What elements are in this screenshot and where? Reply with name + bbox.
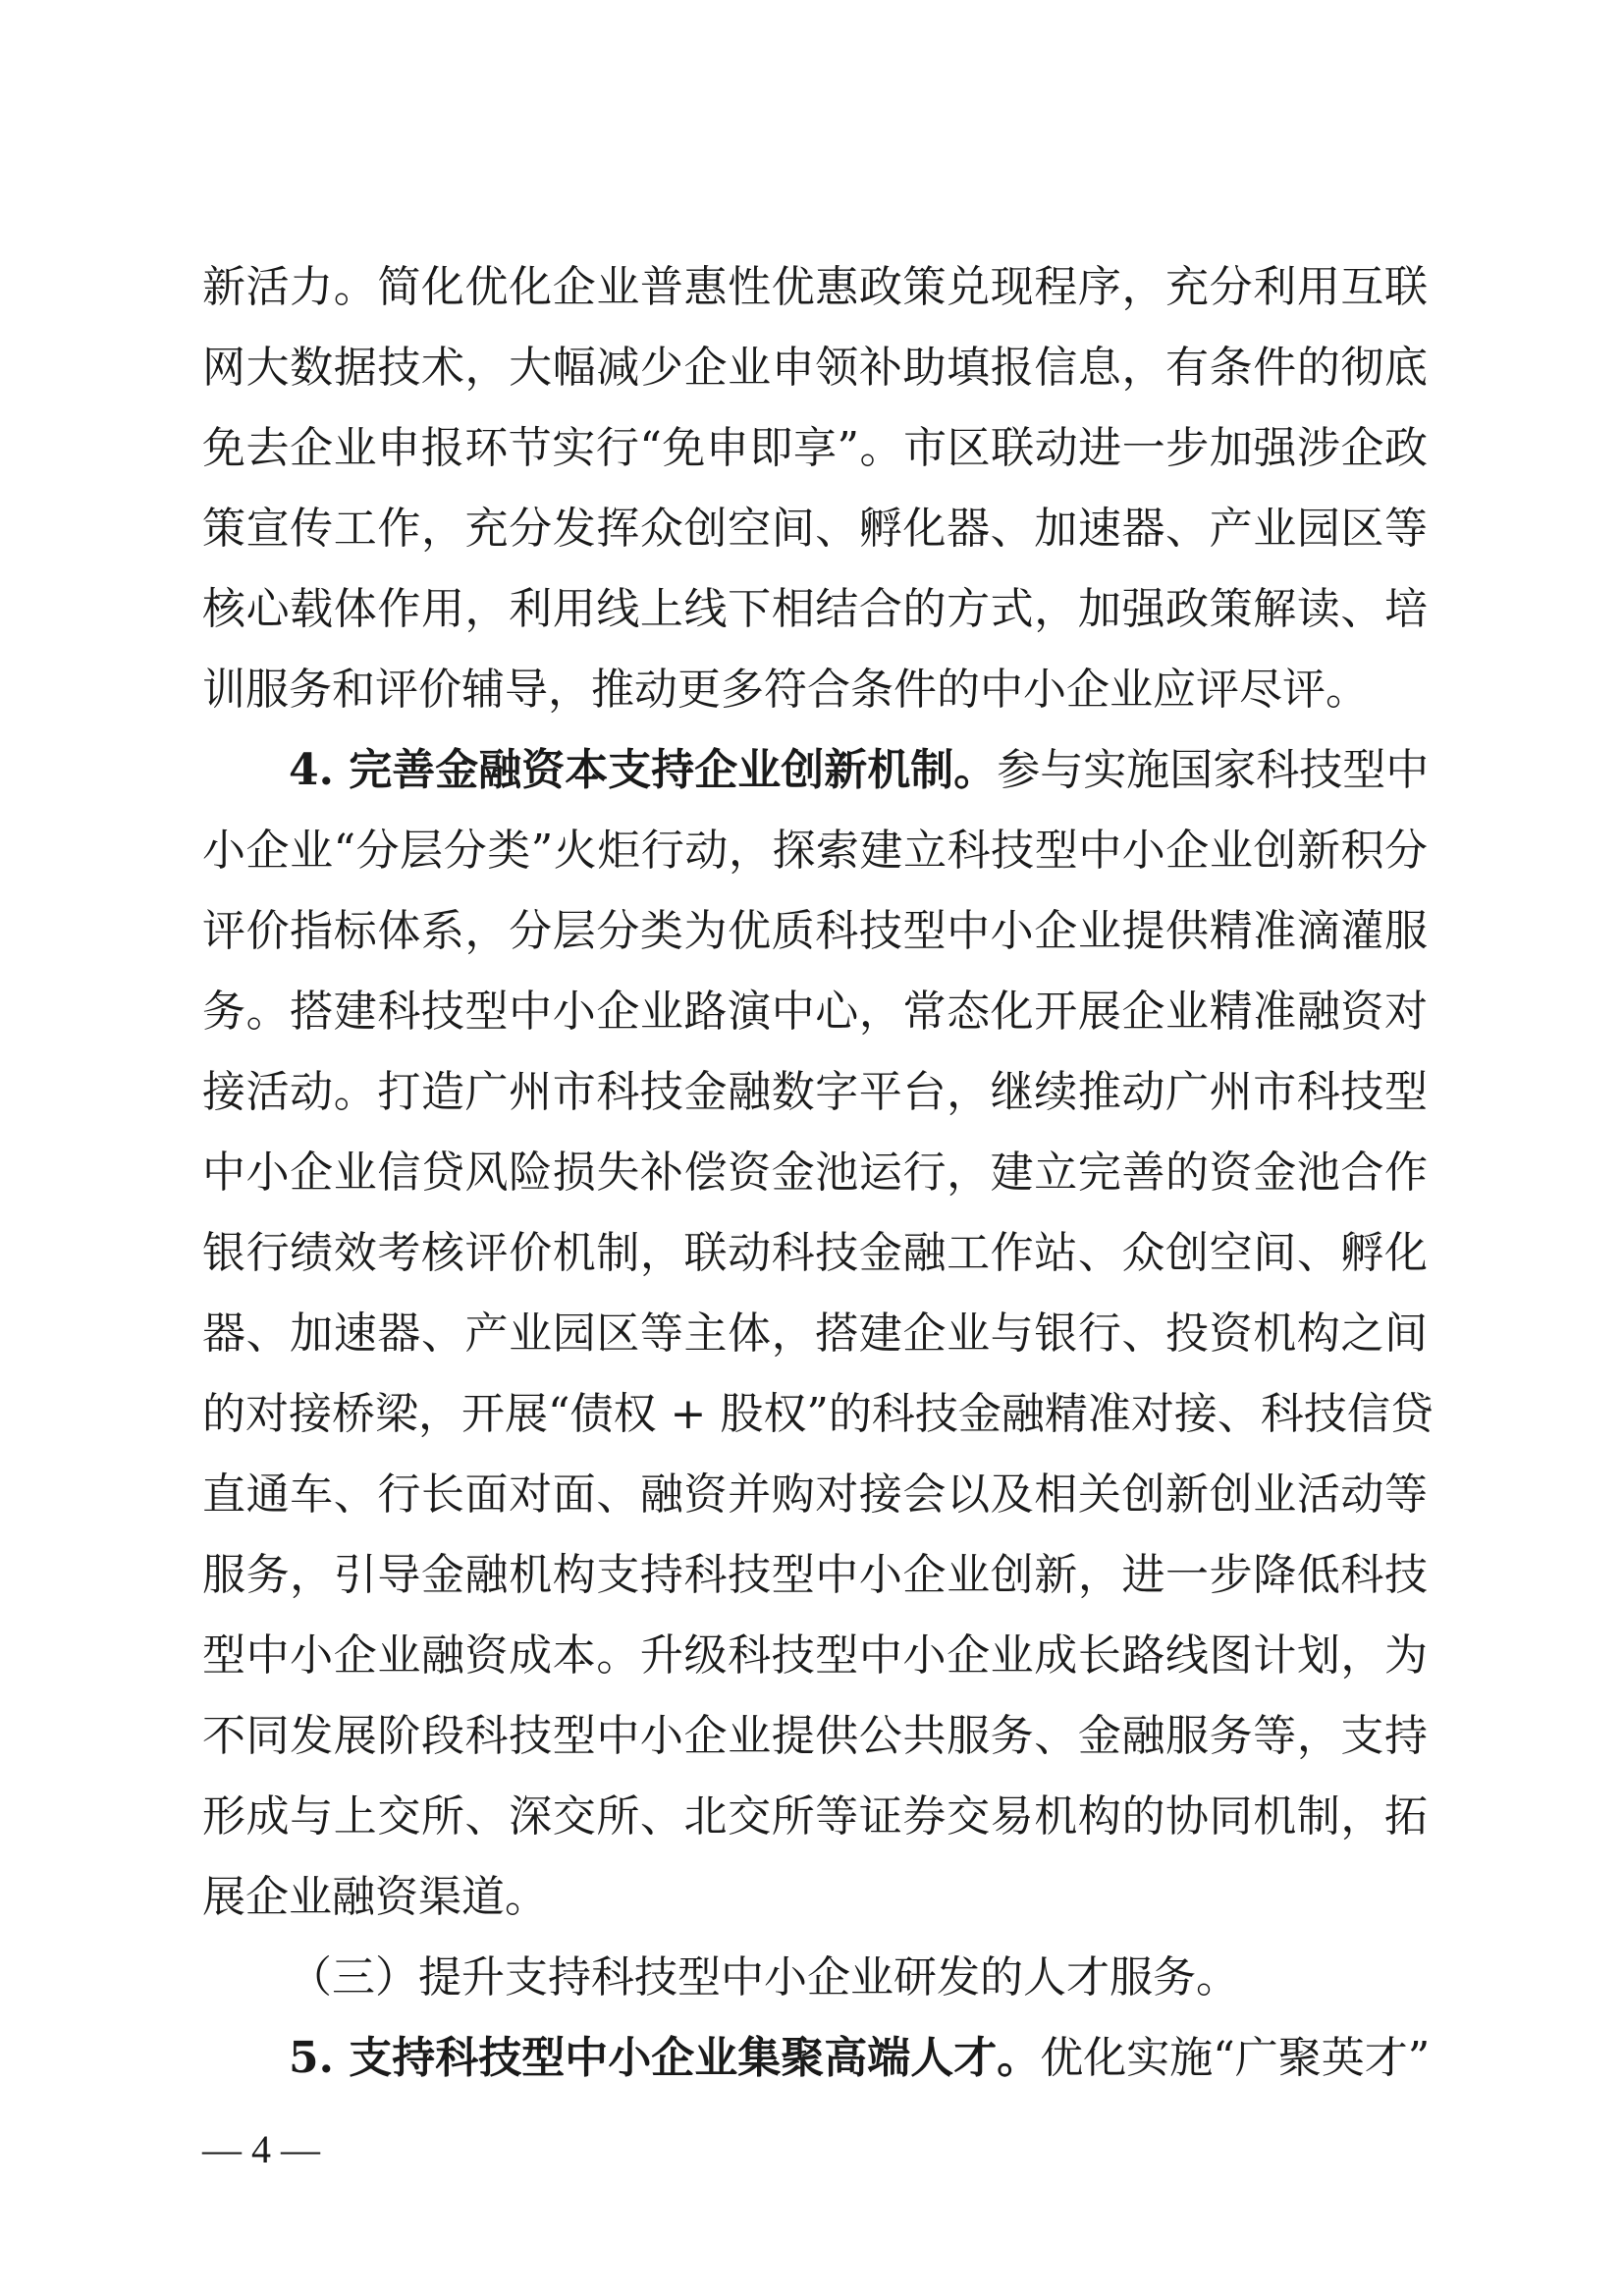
paragraph-line: 直通车、行长面对面、融资并购对接会以及相关创新创业活动等 (202, 1469, 1428, 1520)
paragraph-line: 接活动。打造广州市科技金融数字平台，继续推动广州市科技型 (202, 1067, 1428, 1117)
paragraph-line: 评价指标体系，分层分类为优质科技型中小企业提供精准滴灌服 (202, 906, 1428, 956)
item-heading: 5. 支持科技型中小企业集聚高端人才。 (289, 2033, 1041, 2083)
paragraph-line: 中小企业信贷风险损失补偿资金池运行，建立完善的资金池合作 (202, 1148, 1428, 1198)
paragraph-line: 型中小企业融资成本。升级科技型中小企业成长路线图计划，为 (202, 1630, 1428, 1681)
page-number: — 4 — (202, 2127, 320, 2171)
paragraph-text: 优化实施“广聚英才” (1040, 2033, 1431, 2083)
paragraph-line: 银行绩效考核评价机制，联动科技金融工作站、众创空间、孵化 (202, 1228, 1428, 1278)
paragraph-line: 务。搭建科技型中小企业路演中心，常态化开展企业精准融资对 (202, 987, 1428, 1037)
paragraph-first-line (202, 2018, 1431, 2099)
paragraph-line: 展企业融资渠道。 (202, 1872, 548, 1922)
paragraph-line: 器、加速器、产业园区等主体，搭建企业与银行、投资机构之间 (202, 1308, 1428, 1359)
paragraph-line: 新活力。简化优化企业普惠性优惠政策兑现程序，充分利用互联 (202, 262, 1428, 312)
paragraph-line: 核心载体作用，利用线上线下相结合的方式，加强政策解读、培 (202, 584, 1428, 634)
paragraph-line: 不同发展阶段科技型中小企业提供公共服务、金融服务等，支持 (202, 1711, 1428, 1761)
paragraph-first-line (202, 730, 1428, 811)
paragraph-line: 小企业“分层分类”火炬行动，探索建立科技型中小企业创新积分 (202, 826, 1428, 876)
paragraph-line: 的对接桥梁，开展“债权 + 股权”的科技金融精准对接、科技信贷 (202, 1389, 1434, 1439)
paragraph-line: 策宣传工作，充分发挥众创空间、孵化器、加速器、产业园区等 (202, 504, 1428, 554)
paragraph-line: 网大数据技术，大幅减少企业申领补助填报信息，有条件的彻底 (202, 343, 1428, 393)
item-heading: 4. 完善金融资本支持企业创新机制。 (289, 745, 998, 795)
paragraph-line: 形成与上交所、深交所、北交所等证券交易机构的协同机制，拓 (202, 1791, 1428, 1842)
section-heading: （三）提升支持科技型中小企业研发的人才服务。 (289, 1952, 1239, 2002)
paragraph-line: 训服务和评价辅导，推动更多符合条件的中小企业应评尽评。 (202, 665, 1369, 715)
paragraph-text: 参与实施国家科技型中 (997, 745, 1430, 795)
paragraph-line: 服务，引导金融机构支持科技型中小企业创新，进一步降低科技 (202, 1550, 1428, 1600)
paragraph-line: 免去企业申报环节实行“免申即享”。市区联动进一步加强涉企政 (202, 423, 1428, 473)
body-text (202, 247, 1434, 2099)
